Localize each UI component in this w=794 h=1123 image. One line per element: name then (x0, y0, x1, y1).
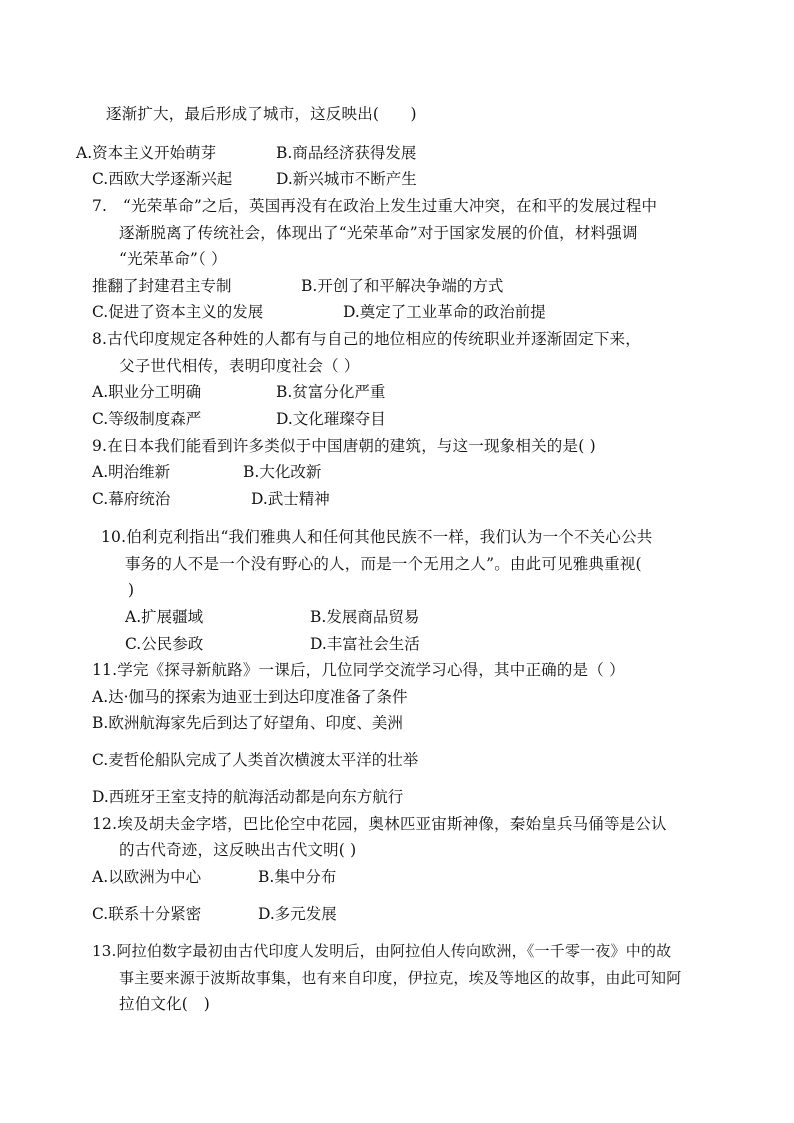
question-13-stem-line-3: 拉伯文化( ) (119, 995, 210, 1013)
question-10-stem-line-1: 10.伯利克利指出“我们雅典人和任何其他民族不一样，我们认为一个不关心公共 (101, 528, 653, 546)
question-11-option-b: B.欧洲航海家先后到达了好望角、印度、美洲 (92, 714, 403, 732)
question-6-option-c: C.西欧大学逐渐兴起 (92, 170, 233, 188)
question-12-option-c: C.联系十分紧密 (92, 905, 202, 923)
question-12-stem-line-1: 12.埃及胡夫金字塔，巴比伦空中花园，奥林匹亚宙斯神像，秦始皇兵马俑等是公认 (92, 815, 667, 833)
question-10-stem-line-3: ) (128, 581, 135, 599)
question-8-stem-line-2: 父子世代相传，表明印度社会（ ） (119, 357, 360, 375)
question-11-option-c: C.麦哲伦船队完成了人类首次横渡太平洋的壮举 (92, 751, 419, 769)
question-7-option-b: B.开创了和平解决争端的方式 (301, 277, 504, 295)
question-10-option-b: B.发展商品贸易 (310, 608, 420, 626)
question-11-option-d: D.西班牙王室支持的航海活动都是向东方航行 (92, 788, 404, 806)
question-8-option-d: D.文化璀璨夺目 (276, 410, 386, 428)
question-10-option-d: D.丰富社会生活 (310, 635, 420, 653)
question-6-option-a: A.资本主义开始萌芽 (76, 144, 217, 162)
question-9-option-a: A.明治维新 (92, 463, 171, 481)
question-7-option-a: 推翻了封建君主专制 (92, 277, 232, 295)
question-9-stem-line-1: 9.在日本我们能看到许多类似于中国唐朝的建筑，与这一现象相关的是( ) (92, 437, 596, 455)
question-12-option-d: D.多元发展 (258, 905, 337, 923)
question-7-stem-line-2: 逐渐脱离了传统社会，体现出了“光荣革命”对于国家发展的价值，材料强调 (119, 224, 638, 242)
question-11-stem-line-1: 11.学完《探寻新航路》一课后，几位同学交流学习心得，其中正确的是（ ） (92, 661, 625, 679)
question-7-option-d: D.奠定了工业革命的政治前提 (343, 303, 546, 321)
question-12-stem-line-2: 的古代奇迹，这反映出古代文明( ) (119, 841, 357, 859)
question-13-stem-line-2: 事主要来源于波斯故事集，也有来自印度，伊拉克，埃及等地区的故事，由此可知阿 (119, 969, 682, 987)
question-7-stem-line-3: “光荣革命”（ ） (119, 250, 227, 268)
question-8-option-c: C.等级制度森严 (92, 410, 202, 428)
question-9-option-c: C.幕府统治 (92, 490, 171, 508)
question-6-option-b: B.商品经济获得发展 (276, 144, 417, 162)
question-8-option-a: A.职业分工明确 (92, 383, 202, 401)
question-6-stem-tail: 逐渐扩大，最后形成了城市，这反映出( ) (106, 105, 417, 123)
question-6-option-d: D.新兴城市不断产生 (276, 170, 417, 188)
question-11-option-a: A.达·伽马的探索为迪亚士到达印度准备了条件 (92, 688, 408, 706)
question-13-stem-line-1: 13.阿拉伯数字最初由古代印度人发明后，由阿拉伯人传向欧洲，《一千零一夜》中的故 (92, 942, 672, 960)
question-7-option-c: C.促进了资本主义的发展 (92, 303, 264, 321)
question-9-option-b: B.大化改新 (243, 463, 322, 481)
question-12-option-b: B.集中分布 (258, 868, 337, 886)
question-10-option-c: C.公民参政 (125, 635, 204, 653)
question-7-stem-line-1: 7. “光荣革命”之后，英国再没有在政治上发生过重大冲突，在和平的发展过程中 (92, 197, 658, 215)
question-8-option-b: B.贫富分化严重 (276, 383, 386, 401)
question-12-option-a: A.以欧洲为中心 (92, 868, 202, 886)
question-8-stem-line-1: 8.古代印度规定各种姓的人都有与自己的地位相应的传统职业并逐渐固定下来， (92, 330, 641, 348)
question-10-option-a: A.扩展疆域 (125, 608, 204, 626)
question-10-stem-line-2: 事务的人不是一个没有野心的人，而是一个无用之人”。由此可见雅典重视( (125, 555, 642, 573)
question-9-option-d: D.武士精神 (251, 490, 330, 508)
